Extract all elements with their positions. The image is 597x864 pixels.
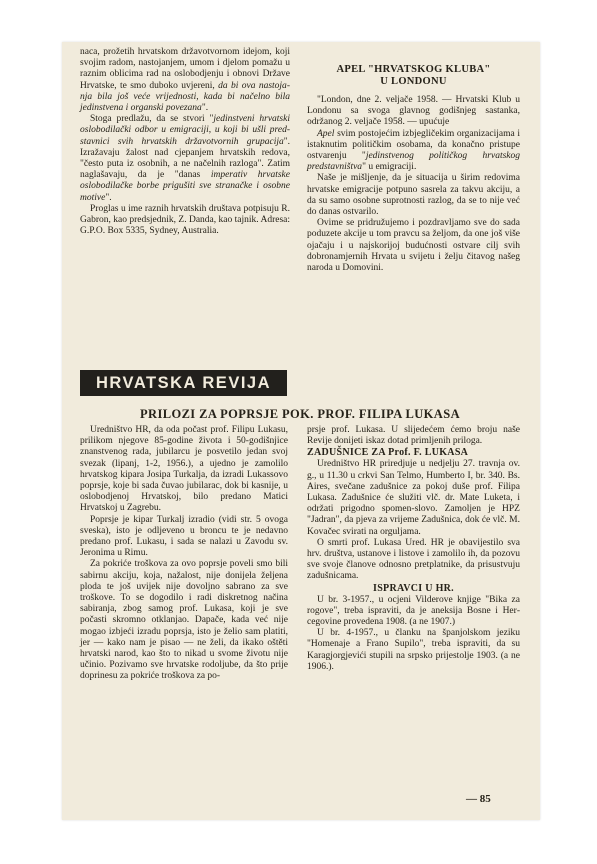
apel-heading-line2: U LONDONU xyxy=(380,76,447,87)
paragraph: Proglas u ime raznih hrvatskih društava potpisuju R. Gabron, kao predsjednik, Z. Danda, kao tajnik. Adresa: G.P.O. Box 5335, Sydney, Australia. xyxy=(80,203,290,237)
article-title: PRILOZI ZA POPRSJE POK. PROF. FILIPA LUKASA xyxy=(139,407,461,421)
paragraph: naca, prožetih hrvatskom državotvornom idejom, koji svojim radom, nastojanjem, umom i djelom pomažu u raznim oblicima rad na oslobodjenju i obnovi Države Hrvatske, te smo duboko uvjereni, da bi ova nastojanja bila još veće vrijednosti, kada bi načelno bila jedinstvena i organski povezana". xyxy=(80,47,290,114)
paragraph: O smrti prof. Lukasa Ured. HR je obavijestilo sva hrv. društva, ustanove i listove i zamolilo ih, da pozovu sve svoje članove odnosno pretplatnike, da prisustvuju zadušnicama. xyxy=(307,537,520,582)
paragraph: Poprsje je kipar Turkalj izradio (vidi str. 5 ovoga sveska), isto je odljeveno u broncu te je nedavno predano prof. Lukasu, i sada se nalazi u Zavodu sv. Jeronima u Rimu. xyxy=(80,514,288,559)
paragraph: Uredništvo HR priredjuje u nedjelju 27. travnja ov. g., u 11.30 u crkvi San Telmo, Humberto I, br. 340. Bs. Aires, svečane zadušnice za pokoj duše prof. Filipa Lukasa. Zadušnice će služiti vlč. dr. Mate Luketa, i održati prigodno spomen-slovo. Zamoljen je HPZ "Jadran", da pjeva za vrijeme Zadušnica, dok će vlč. M. Kovačec svirati na orguljama. xyxy=(307,459,520,537)
zadusnice-subheading: ZADUŠNICE ZA Prof. F. LUKASA xyxy=(307,447,469,459)
bottom-right-column xyxy=(307,425,520,673)
bottom-left-column xyxy=(80,425,288,683)
paragraph: Ovime se pridružujemo i pozdravljamo sve do sada poduzete akcije u tom pravcu sa željom, da one još više ojačaju i u najskorijoj budućnosti ostvare cilj svih dobronamjernih Hrvata u svijetu i želju čitavog našeg naroda u Domovini. xyxy=(307,218,520,274)
paragraph: Stoga predlažu, da se stvori "jedinstveni hrvatski oslobodilački odbor u emigraciji, u koji bi ušli predstavnici svih hrvatskih državotvornih grupacija". Izražavaju žalost nad cjepanjem hrvatskih redova, "često puta iz osobnih, a ne načelnih razloga". Zatim naglašavaju, da je "danas imperativ hrvatske oslobodilačke borbe prigušiti sve stranačke i osobne motive". xyxy=(80,114,290,203)
page-number: — 85 xyxy=(466,793,491,805)
paragraph: "London, dne 2. veljače 1958. — Hrvatski Klub u Londonu sa svoga glavnog godišnjeg sastanka, održanog 2. veljače 1958. — upućuje xyxy=(307,95,520,128)
paragraph: prsje prof. Lukasa. U slijedećem ćemo broju naše Revije donijeti iskaz dotad primljenih priloga. xyxy=(307,425,520,447)
paragraph: Uredništvo HR, da oda počast prof. Filipu Lukasu, prilikom njegove 85-godine života i 50-godišnjice znanstvenog rada, jubilarcu je posvetilo jedan svoj svezak (lipanj, 1-2, 1956.), a ujedno je zamolilo hrvatskog kipara Josipa Turkalja, da izradi Lukassovo poprsje, koje bi sada čuvao jubilarac, dok bi kasnije, u oslobodjenoj Hrvatskoj, bilo predano Matici Hrvatskoj u Zagrebu. xyxy=(80,425,288,514)
paragraph: Naše je mišljenje, da je situacija u širim redovima hrvatske emigracije potpuno sasrela za takvu akciju, a da su samo osobne suprotnosti razlog, da se to nije već do danas ostvarilo. xyxy=(307,173,520,218)
apel-heading: APEL "HRVATSKOG KLUBA" xyxy=(336,64,491,75)
paragraph: Apel svim postojećim izbjegličekim organizacijama i istaknutim političkim osobama, da konačno pristupe ostvarenju "jedinstvenog političkog hrvatskog predstavništva" u emigraciji. xyxy=(307,128,520,173)
paragraph: Za pokriće troškova za ovo poprsje poveli smo bili sabirnu akciju, koja, nažalost, nije donijela željena ploda te još uvijek nije dovoljno sabrano za sve troškove. To se dogodilo i radi diskretnog načina sabiranja, zbog samog prof. Lukasa, koji je sve počasti skromno otklanjao. Dapače, kada već nije mogao izbjeći izradu poprsja, isto je želio sam platiti, jer — kako nam je pisao — ne želi, da ikako oštěti hrvatski narod, kao što to nikad u svome životu nije učinio. Pozivamo sve hrvatske rodoljube, da što prije doprinesu za pokriće troškova za po- xyxy=(80,559,288,682)
ispravci-subheading: ISPRAVCI U HR. xyxy=(373,582,454,594)
hrvatska-revija-banner: HRVATSKA REVIJA xyxy=(80,370,287,396)
paragraph: U br. 3-1957., u ocjeni Vilderove knjige "Bika za rogove", treba ispraviti, da je aneksija Bosne i Hercegovine provedena 1908. (a ne 1907.) xyxy=(307,594,520,628)
top-left-column xyxy=(80,47,290,237)
top-right-column xyxy=(307,64,520,274)
paragraph: U br. 4-1957., u članku na španjolskom jeziku "Homenaje a Frano Supilo", treba ispraviti, da su Karagjorgjevići stupili na srpsko prijestolje 1903. (a ne 1906.). xyxy=(307,628,520,672)
